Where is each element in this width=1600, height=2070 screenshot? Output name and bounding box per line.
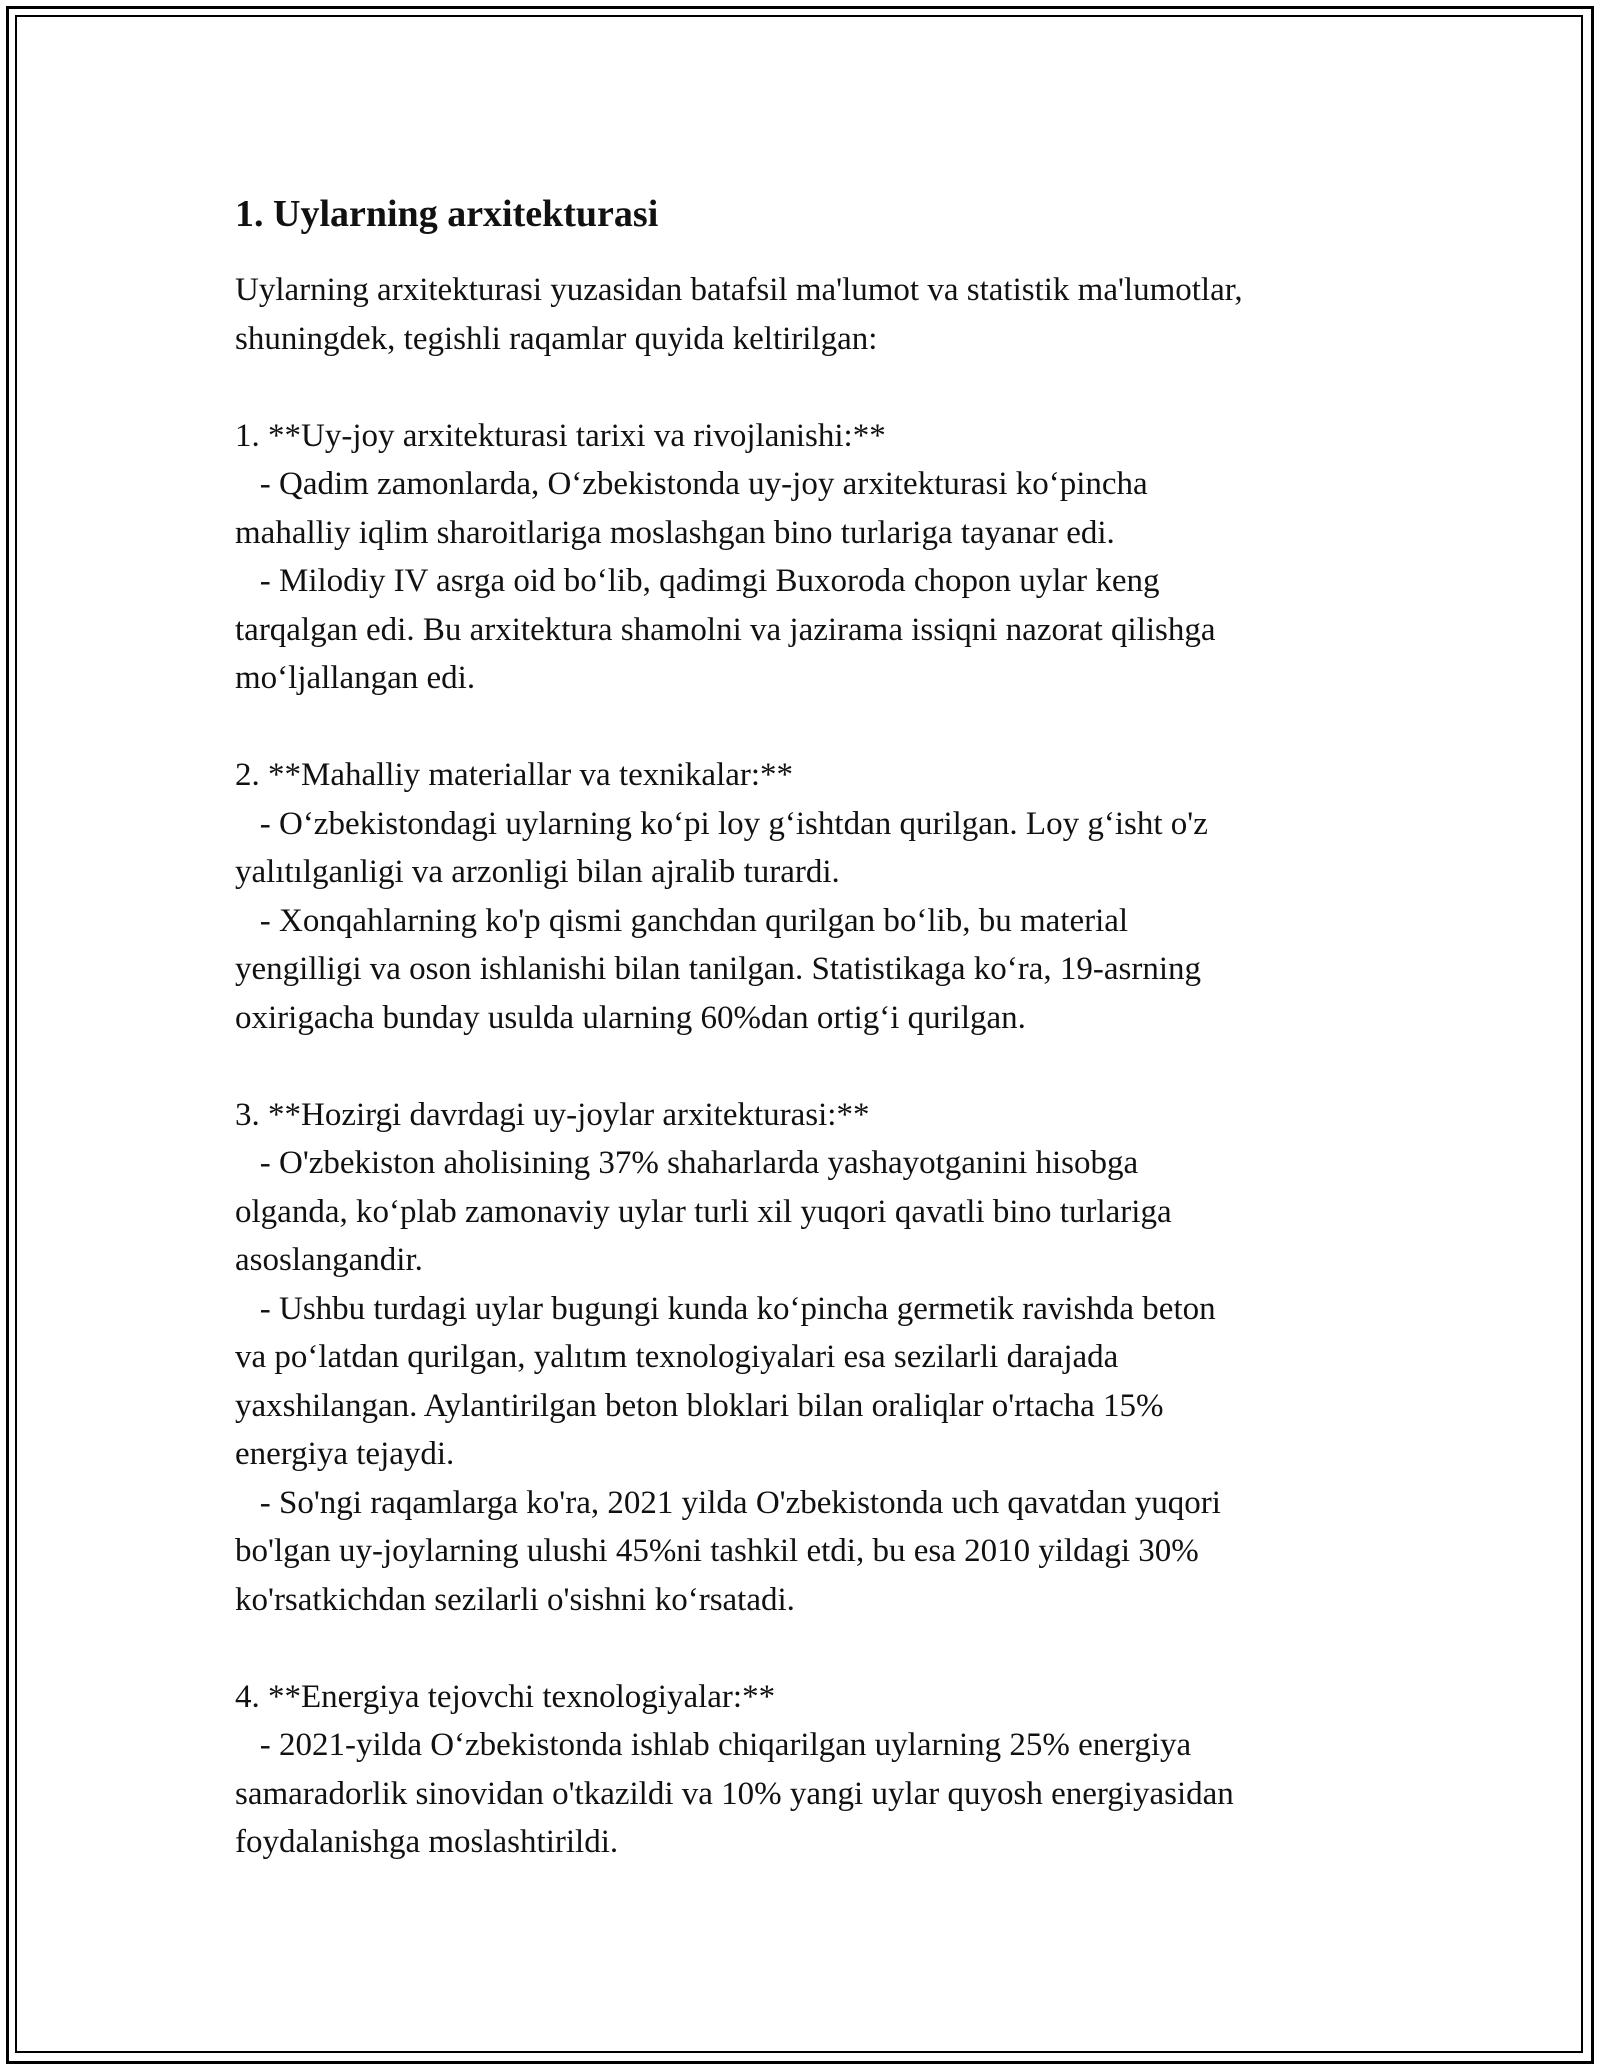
document-body: Uylarning arxitekturasi yuzasidan batafsil ma'lumot va statistik ma'lumotlar, shuningdek, tegishli raqamlar quyida keltirilgan: 1. **Uy-joy arxitekturasi tarixi va rivojlanishi:** - Qadim zamonlarda, O‘zbekistonda uy-joy arxitekturasi ko‘pincha mahalliy iqlim sharoitlariga moslashgan bino turlariga tayanar edi. - Milodiy IV asrga oid bo‘lib, qadimgi Buxoroda chopon uylar keng tarqalgan edi. Bu arxitektura shamolni va jazirama issiqni nazorat qilishga mo‘ljallangan edi. 2. **Mahalliy materiallar va texnikalar:** - O‘zbekistondagi uylarning ko‘pi loy g‘ishtdan qurilgan. Loy g‘isht o'z yalıtılganligi va arzonligi bilan ajralib turardi. - Xonqahlarning ko'p qismi ganchdan qurilgan bo‘lib, bu material yengilligi va oson ishlanishi bilan tanilgan. Statistikaga ko‘ra, 19-asrning oxirigacha bunday usulda ularning 60%dan ortig‘i qurilgan. 3. **Hozirgi davrdagi uy-joylar arxitekturasi:** - O'zbekiston aholisining 37% shaharlarda yashayotganini hisobga olganda, ko‘plab zamonaviy uylar turli xil yuqori qavatli bino turlariga asoslangandir. - Ushbu turdagi uylar bugungi kunda ko‘pincha germetik ravishda beton va po‘latdan qurilgan, yalıtım texnologiyalari esa sezilarli darajada yaxshilangan. Aylantirilgan beton bloklari bilan oraliqlar o'rtacha 15% energiya tejaydi. - So'ngi raqamlarga ko'ra, 2021 yilda O'zbekistonda uch qavatdan yuqori bo'lgan uy-joylarning ulushi 45%ni tashkil etdi, bu esa 2010 yildagi 30% ko'rsatkichdan sezilarli o'sishni ko‘rsatadi. 4. **Energiya tejovchi texnologiyalar:** - 2021-yilda O‘zbekistonda ishlab chiqarilgan uylarning 25% energiya samaradorlik sinovidan o'tkazildi va 10% yangi uylar quyosh energiyasidan foydalanishga moslashtirildi. — [235, 272, 1243, 1860]
document-title: 1. Uylarning arxitekturasi — [235, 193, 659, 235]
document-content — [235, 190, 1375, 1867]
